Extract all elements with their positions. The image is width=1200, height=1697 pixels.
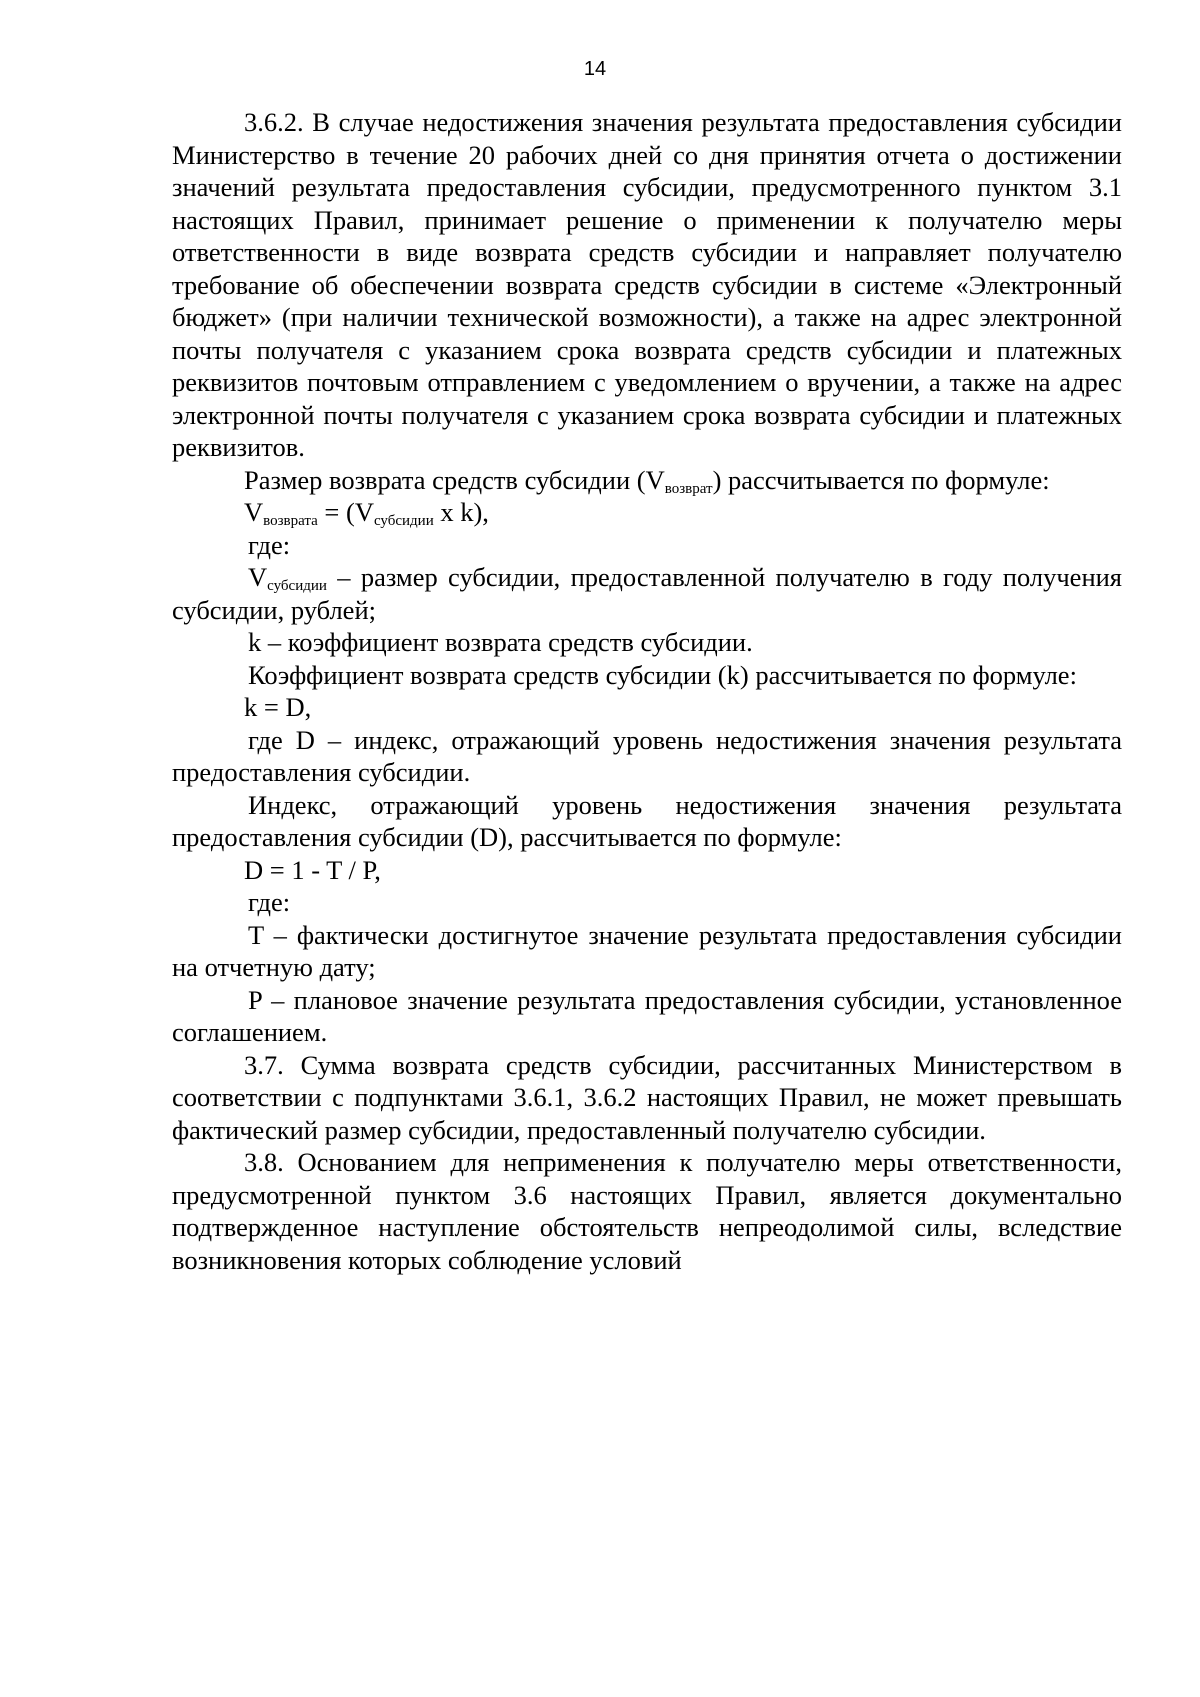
paragraph-3-7: 3.7. Сумма возврата средств субсидии, рассчитанных Министерством в соответствии с подпунктами 3.6.1, 3.6.2 настоящих Правил, не может превышать фактический размер субсидии, предоставленный получателю субсидии. [172, 1049, 1122, 1145]
def-subscript-subsidy: субсидии [267, 578, 327, 594]
definition-k: k – коэффициент возврата средств субсидии. [248, 627, 753, 657]
def-var-v: V [248, 562, 268, 592]
paragraph-return-size [172, 464, 1122, 497]
subscript-return: возврат [664, 480, 713, 497]
paragraph-return-size-text-end: ) рассчитывается по формуле: [712, 464, 1050, 495]
paragraph-3-6-2: 3.6.2. В случае недостижения значения результата предоставления субсидии Министерство в течение 20 рабочих дней со дня принятия отчета о достижении значений результата предоставления субсидии, предусмотренного пунктом 3.1 настоящих Правил, принимает решение о применении к получателю меры ответственности в виде возврата средств субсидии и направляет получателю требование об обеспечении возврата средств субсидии в системе «Электронный бюджет» (при наличии технической возможности), а также на адрес электронной почты получателя с указанием срока возврата средств субсидии и платежных реквизитов почтовым отправлением с уведомлением о вручении, а также на адрес электронной почты получателя с указанием срока возврата субсидии и платежных реквизитов. [172, 107, 1122, 462]
definition-p: P – плановое значение результата предоставления субсидии, установленное соглашением. [172, 984, 1122, 1047]
where-label-2: где: [248, 887, 291, 917]
paragraph-3-8: 3.8. Основанием для неприменения к получателю меры ответственности, предусмотренной пунктом 3.6 настоящих Правил, является документально подтвержденное наступление обстоятельств непреодолимой силы, вследствие возникновения которых соблюдение условий [172, 1147, 1122, 1275]
formula-return [172, 496, 1122, 529]
definition-v-subsidy [172, 561, 1122, 626]
paragraph-d-formula: Индекс, отражающий уровень недостижения значения результата предоставления субсидии (D), рассчитывается по формуле: [172, 789, 1122, 852]
definition-t: T – фактически достигнутое значение результата предоставления субсидии на отчетную дату; [172, 919, 1122, 982]
formula-equals: = (V [317, 497, 374, 527]
paragraph-return-size-text: Размер возврата средств субсидии (V [244, 464, 665, 495]
document-body [172, 106, 1122, 1276]
formula-d: D = 1 - T / P, [244, 854, 381, 885]
formula-k: k = D, [244, 692, 312, 722]
formula-tail: x k), [433, 497, 489, 527]
definition-d: где D – индекс, отражающий уровень недостижения значения результата предоставления субсидии. [172, 724, 1122, 787]
where-label: где: [248, 529, 291, 560]
page-number: 14 [583, 58, 607, 80]
paragraph-k-formula: Коэффициент возврата средств субсидии (k) рассчитывается по формуле: [248, 659, 1077, 690]
def-v-text: – размер субсидии, предоставленной получателю в году получения субсидии, рублей; [172, 562, 1122, 625]
formula-subscript-return: возврата [263, 513, 318, 529]
formula-subscript-subsidy: субсидии [373, 513, 434, 529]
formula-var-v: V [244, 497, 264, 527]
